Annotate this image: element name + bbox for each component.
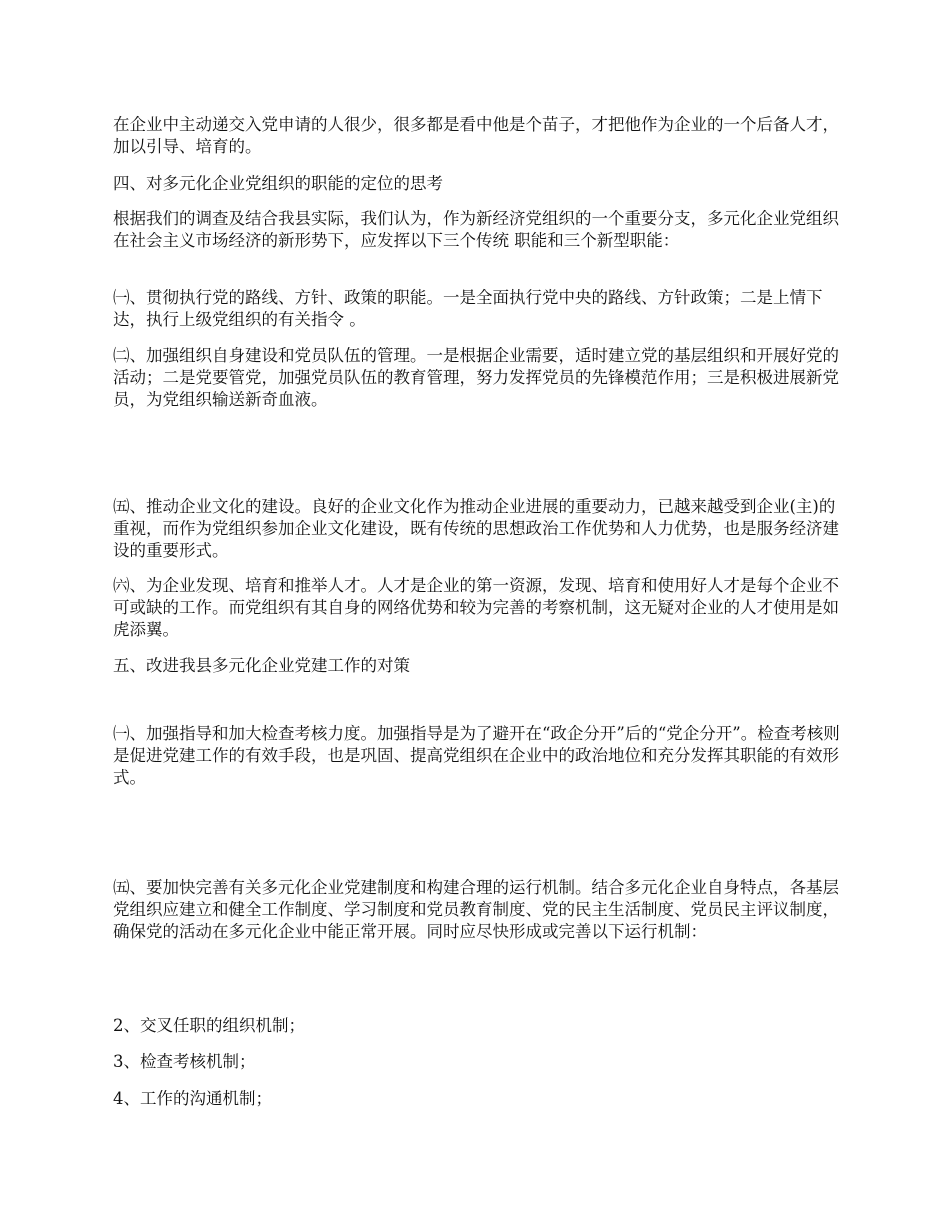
section-heading-five: 五、改进我县多元化企业党建工作的对策 — [113, 656, 410, 675]
paragraph-item-two: ㈡、加强组织自身建设和党员队伍的管理。一是根据企业需要，适时建立党的基层组织和开展好党的活动；二是党要管党，加强党员队伍的教育管理，努力发挥党员的先锋模范作用；三是积极进展新党员，为党组织输送新奇血液。 — [113, 346, 839, 409]
paragraph-measure-five: ㈤、要加快完善有关多元化企业党建制度和构建合理的运行机制。结合多元化企业自身特点，各基层党组织应建立和健全工作制度、学习制度和党员教育制度、党的民主生活制度、党员民主评议制度，确保党的活动在多元化企业中能正常开展。同时应尽快形成或完善以下运行机制： — [113, 878, 839, 941]
list-item-three: 3、检查考核机制； — [113, 1052, 256, 1071]
paragraph-item-five: ㈤、推动企业文化的建设。良好的企业文化作为推动企业进展的重要动力，已越来越受到企业(主)的重视，而作为党组织参加企业文化建设，既有传统的思想政治工作优势和人力优势，也是服务经济建设的重要形式。 — [113, 497, 839, 560]
paragraph-item-one: ㈠、贯彻执行党的路线、方针、政策的职能。一是全面执行党中央的路线、方针政策；二是上情下达，执行上级党组织的有关指令 。 — [113, 288, 823, 329]
paragraph-measure-one: ㈠、加强指导和加大检查考核力度。加强指导是为了避开在“政企分开”后的“党企分开”。检查考核则是促进党建工作的有效手段，也是巩固、提高党组织在企业中的政治地位和充分发挥其职能的有效形式。 — [113, 724, 840, 787]
paragraph-item-six: ㈥、为企业发现、培育和推举人才。人才是企业的第一资源，发现、培育和使用好人才是每个企业不可或缺的工作。而党组织有其自身的网络优势和较为完善的考察机制，这无疑对企业的人才使用是如虎添翼。 — [113, 576, 839, 639]
list-item-four: 4、工作的沟通机制； — [113, 1089, 272, 1108]
section-heading-four: 四、对多元化企业党组织的职能的定位的思考 — [113, 174, 443, 193]
paragraph-intro-continuation: 在企业中主动递交入党申请的人很少，很多都是看中他是个苗子，才把他作为企业的一个后备人才，加以引导、培育的。 — [113, 115, 839, 156]
paragraph-section-four-intro: 根据我们的调查及结合我县实际，我们认为，作为新经济党组织的一个重要分支，多元化企业党组织在社会主义市场经济的新形势下，应发挥以下三个传统 职能和三个新型职能： — [113, 209, 839, 250]
list-item-two: 2、交叉任职的组织机制； — [113, 1016, 305, 1035]
